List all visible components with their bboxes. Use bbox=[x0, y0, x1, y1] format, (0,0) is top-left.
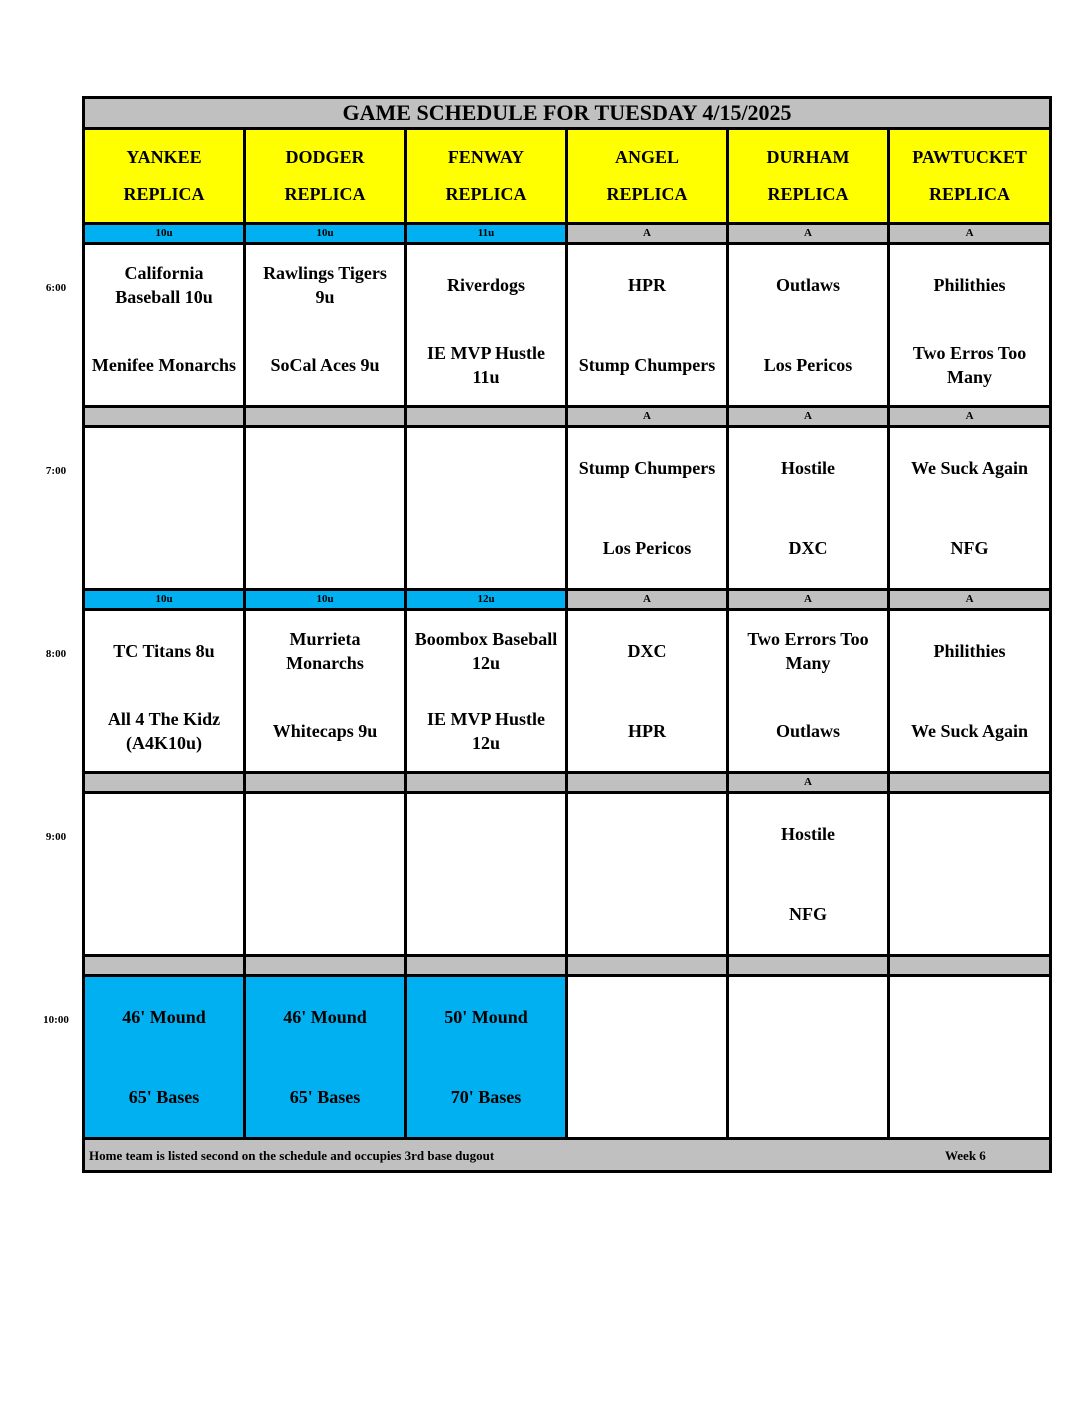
game-cell bbox=[567, 793, 728, 956]
away-team: Murrieta Monarchs bbox=[286, 629, 364, 673]
field-header-yankee bbox=[84, 129, 245, 224]
game-cell bbox=[567, 427, 728, 590]
away-team: Philithies bbox=[933, 641, 1006, 661]
time-label: 9:00 bbox=[45, 830, 67, 843]
game-cell bbox=[889, 610, 1051, 773]
division-row bbox=[84, 773, 1051, 793]
away-team: California Baseball 10u bbox=[115, 263, 213, 307]
away-team: Outlaws bbox=[775, 275, 840, 295]
away-team: Boombox Baseball 12u bbox=[414, 629, 558, 673]
division-label bbox=[84, 956, 245, 976]
away-team: 46' Mound bbox=[283, 1007, 367, 1027]
field-header-pawtucket bbox=[889, 129, 1051, 224]
game-cell bbox=[406, 427, 567, 590]
time-label: 10:00 bbox=[43, 1013, 69, 1026]
away-team: We Suck Again bbox=[911, 458, 1029, 478]
game-cell bbox=[84, 427, 245, 590]
division-label bbox=[406, 407, 567, 427]
away-team bbox=[246, 428, 404, 508]
field-name: PAWTUCKET bbox=[912, 147, 1027, 167]
home-team bbox=[85, 874, 243, 954]
away-team bbox=[890, 977, 1049, 1057]
home-team: Outlaws bbox=[775, 721, 840, 741]
division-label: A bbox=[889, 224, 1051, 244]
game-cell bbox=[728, 244, 889, 407]
schedule-table bbox=[82, 96, 1052, 1173]
game-cell bbox=[406, 976, 567, 1139]
game-cell bbox=[406, 244, 567, 407]
game-cell bbox=[245, 793, 406, 956]
away-team: Riverdogs bbox=[447, 275, 525, 295]
game-cell bbox=[84, 610, 245, 773]
home-team bbox=[407, 508, 565, 588]
away-team: Philithies bbox=[933, 275, 1006, 295]
division-label bbox=[245, 773, 406, 793]
division-label: A bbox=[728, 224, 889, 244]
game-cell bbox=[245, 610, 406, 773]
game-cell bbox=[84, 976, 245, 1139]
game-cell bbox=[889, 976, 1051, 1139]
game-row bbox=[84, 610, 1051, 773]
home-team: IE MVP Hustle 11u bbox=[426, 343, 545, 387]
away-team bbox=[85, 428, 243, 508]
away-team: TC Titans 8u bbox=[113, 641, 215, 661]
division-label bbox=[567, 956, 728, 976]
time-label: 7:00 bbox=[45, 464, 67, 477]
away-team: Two Errors Too Many bbox=[747, 629, 869, 673]
home-team: DXC bbox=[788, 538, 828, 558]
home-team: NFG bbox=[950, 538, 989, 558]
home-team: Los Pericos bbox=[763, 355, 853, 375]
division-label: 12u bbox=[406, 590, 567, 610]
game-cell bbox=[567, 610, 728, 773]
home-team bbox=[246, 508, 404, 588]
field-subtitle: REPLICA bbox=[123, 184, 205, 204]
footer-cell bbox=[84, 1139, 1051, 1172]
away-team bbox=[568, 794, 726, 874]
home-team: SoCal Aces 9u bbox=[270, 355, 380, 375]
division-row bbox=[84, 956, 1051, 976]
division-label bbox=[406, 956, 567, 976]
division-row bbox=[84, 224, 1051, 244]
division-row bbox=[84, 590, 1051, 610]
game-cell bbox=[84, 244, 245, 407]
game-cell bbox=[889, 244, 1051, 407]
game-cell bbox=[728, 793, 889, 956]
home-team: Stump Chumpers bbox=[578, 355, 716, 375]
footer-row bbox=[84, 1139, 1051, 1172]
division-label bbox=[84, 407, 245, 427]
division-label bbox=[84, 773, 245, 793]
game-cell bbox=[728, 427, 889, 590]
home-team: 65' Bases bbox=[128, 1087, 200, 1107]
home-team bbox=[568, 874, 726, 954]
field-name: DURHAM bbox=[766, 147, 850, 167]
field-header-row bbox=[84, 129, 1051, 224]
field-header-durham bbox=[728, 129, 889, 224]
division-label bbox=[889, 956, 1051, 976]
division-label: A bbox=[728, 407, 889, 427]
game-cell bbox=[728, 610, 889, 773]
home-team bbox=[407, 874, 565, 954]
home-team: Two Erros Too Many bbox=[912, 343, 1027, 387]
home-team: 70' Bases bbox=[450, 1087, 522, 1107]
division-label: 10u bbox=[84, 224, 245, 244]
division-label bbox=[728, 956, 889, 976]
division-label bbox=[406, 773, 567, 793]
game-cell bbox=[245, 976, 406, 1139]
field-subtitle: REPLICA bbox=[445, 184, 527, 204]
footer-note: Home team is listed second on the schedule and occupies 3rd base dugout bbox=[89, 1148, 495, 1163]
game-row bbox=[84, 976, 1051, 1139]
field-header-angel bbox=[567, 129, 728, 224]
home-team bbox=[890, 874, 1049, 954]
game-cell bbox=[728, 976, 889, 1139]
division-label: A bbox=[728, 773, 889, 793]
division-label: 10u bbox=[245, 590, 406, 610]
division-label: 10u bbox=[84, 590, 245, 610]
away-team: Rawlings Tigers 9u bbox=[263, 263, 387, 307]
field-subtitle: REPLICA bbox=[606, 184, 688, 204]
away-team bbox=[729, 977, 887, 1057]
away-team: Stump Chumpers bbox=[578, 458, 716, 478]
time-label: 6:00 bbox=[45, 281, 67, 294]
away-team bbox=[246, 794, 404, 874]
game-cell bbox=[567, 976, 728, 1139]
game-cell bbox=[889, 793, 1051, 956]
away-team: Hostile bbox=[781, 824, 835, 844]
home-team: NFG bbox=[789, 904, 827, 924]
home-team: Whitecaps 9u bbox=[272, 721, 378, 741]
game-row bbox=[84, 244, 1051, 407]
away-team bbox=[568, 977, 726, 1057]
division-label: A bbox=[567, 590, 728, 610]
division-label: A bbox=[889, 590, 1051, 610]
division-label: A bbox=[567, 224, 728, 244]
home-team: IE MVP Hustle 12u bbox=[426, 709, 545, 753]
game-cell bbox=[406, 610, 567, 773]
away-team bbox=[407, 428, 565, 508]
division-label bbox=[245, 956, 406, 976]
field-name: ANGEL bbox=[614, 147, 679, 167]
away-team bbox=[85, 794, 243, 874]
week-label: Week 6 bbox=[945, 1148, 986, 1163]
division-label: A bbox=[567, 407, 728, 427]
field-header-dodger bbox=[245, 129, 406, 224]
home-team bbox=[568, 1057, 726, 1137]
field-subtitle: REPLICA bbox=[284, 184, 366, 204]
home-team: 65' Bases bbox=[289, 1087, 361, 1107]
division-row bbox=[84, 407, 1051, 427]
away-team: 46' Mound bbox=[122, 1007, 206, 1027]
field-subtitle: REPLICA bbox=[767, 184, 849, 204]
home-team: Los Pericos bbox=[602, 538, 692, 558]
game-cell bbox=[245, 244, 406, 407]
division-label: A bbox=[889, 407, 1051, 427]
division-label bbox=[567, 773, 728, 793]
away-team bbox=[890, 794, 1049, 874]
home-team bbox=[246, 874, 404, 954]
division-label bbox=[889, 773, 1051, 793]
field-header-fenway bbox=[406, 129, 567, 224]
field-name: FENWAY bbox=[447, 147, 525, 167]
away-team: 50' Mound bbox=[444, 1007, 528, 1027]
home-team: We Suck Again bbox=[911, 721, 1029, 741]
home-team: All 4 The Kidz (A4K10u) bbox=[107, 709, 221, 753]
division-label: A bbox=[728, 590, 889, 610]
division-label: 10u bbox=[245, 224, 406, 244]
schedule-title: GAME SCHEDULE FOR TUESDAY 4/15/2025 bbox=[84, 98, 1051, 129]
field-subtitle: REPLICA bbox=[929, 184, 1011, 204]
home-team bbox=[85, 508, 243, 588]
away-team: Hostile bbox=[781, 458, 835, 478]
time-label: 8:00 bbox=[45, 647, 67, 660]
field-name: YANKEE bbox=[126, 147, 202, 167]
away-team: DXC bbox=[627, 641, 667, 661]
away-team: HPR bbox=[628, 275, 666, 295]
game-cell bbox=[406, 793, 567, 956]
game-row bbox=[84, 793, 1051, 956]
home-team bbox=[729, 1057, 887, 1137]
home-team: HPR bbox=[628, 721, 666, 741]
division-label bbox=[245, 407, 406, 427]
game-cell bbox=[889, 427, 1051, 590]
game-cell bbox=[245, 427, 406, 590]
game-cell bbox=[567, 244, 728, 407]
home-team bbox=[890, 1057, 1049, 1137]
game-row bbox=[84, 427, 1051, 590]
field-name: DODGER bbox=[285, 147, 365, 167]
home-team: Menifee Monarchs bbox=[91, 355, 237, 375]
away-team bbox=[407, 794, 565, 874]
game-cell bbox=[84, 793, 245, 956]
division-label: 11u bbox=[406, 224, 567, 244]
